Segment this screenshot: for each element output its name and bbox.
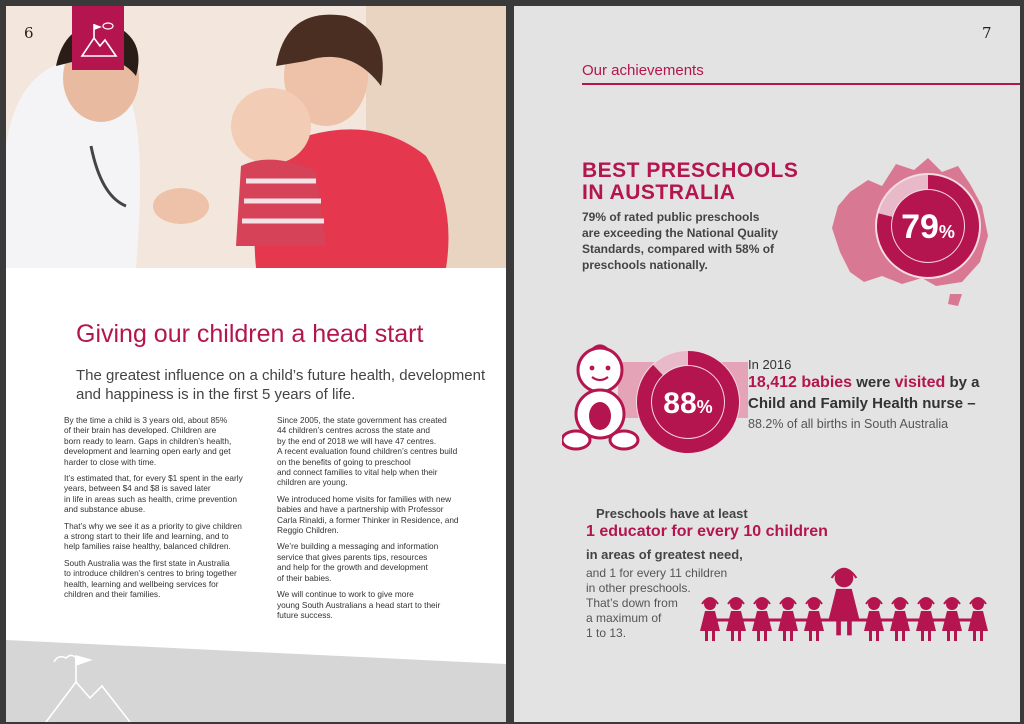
babies-stat-graphic — [562, 342, 752, 462]
preschools-stat-number: 79 — [901, 208, 939, 246]
heading-line: IN AUSTRALIA — [582, 181, 736, 204]
teacher-figure — [829, 569, 860, 636]
babies-stat-number: 88 — [663, 387, 697, 420]
paragraph: We introduced home visits for families with new babies and have a partnership with Professor Carla Rinaldi, a former Thinker in Residence, and Reggio Children. — [277, 493, 459, 536]
footer-band — [6, 622, 506, 722]
hero-photo — [6, 6, 506, 268]
educators-line-1: Preschools have at least — [596, 506, 748, 521]
babies-year: In 2016 — [748, 357, 792, 372]
babies-service: Child and Family Health nurse – — [748, 395, 976, 412]
paragraph: By the time a child is 3 years old, about 85% of their brain has developed. Children are born ready to learn. Gaps in children’s health, development and learning open early and get harder to close with time. — [64, 415, 232, 467]
babies-count-line — [748, 374, 979, 392]
paragraph: South Australia was the first state in Australia to introduce children’s centres to bring together health, learning and wellbeing services for children and their families. — [64, 557, 237, 600]
body-column-1 — [64, 415, 252, 606]
child-figure — [804, 598, 824, 641]
preschools-stat-unit: % — [938, 222, 955, 242]
right-page — [514, 6, 1020, 722]
paragraph: We’re building a messaging and information service that gives parents tips, resources and help for the growth and development of their babies. — [277, 541, 439, 583]
heading-line: BEST PRESCHOOLS — [582, 159, 799, 182]
page-headline: Giving our children a head start — [76, 320, 424, 348]
child-figure — [778, 598, 798, 641]
children-holding-hands-icon — [698, 558, 998, 658]
page-tag — [72, 6, 124, 70]
child-figure — [942, 598, 962, 641]
child-figure — [864, 598, 884, 641]
body-column-2 — [277, 415, 465, 626]
paragraph: Since 2005, the state government has created 44 children’s centres across the state and by the end of 2018 we will have 47 centres. A recent evaluation found children’s centres build on the benefits of going to preschool and connect families to vital help when their children are young. — [277, 415, 458, 488]
child-figure — [916, 598, 936, 641]
intro-paragraph: The greatest influence on a child’s future health, development and happiness is in the first 5 years of life. — [76, 367, 486, 403]
child-figure — [726, 598, 746, 641]
babies-by: by a — [945, 374, 980, 391]
child-figure — [700, 598, 720, 641]
section-title: Our achievements — [582, 62, 704, 79]
page-number: 6 — [24, 24, 34, 42]
paragraph: We will continue to work to give more young South Australians a head start to their future success. — [277, 589, 441, 620]
babies-stat-unit: % — [696, 397, 713, 417]
educators-line-3: in areas of greatest need, — [586, 547, 743, 562]
babies-count: 18,412 babies — [748, 374, 853, 391]
paragraph: It’s estimated that, for every $1 spent in the early years, between $4 and $8 is saved later in life in areas such as health, crime prevention and substance abuse. — [64, 473, 243, 515]
child-figure — [752, 598, 772, 641]
babies-were: were — [852, 374, 895, 391]
educators-detail: and 1 for every 11 children in other preschools. That’s down from a maximum of 1 to 13. — [586, 566, 728, 640]
title-divider — [582, 83, 1020, 85]
left-page — [6, 6, 506, 722]
child-figure — [890, 598, 910, 641]
page-number: 7 — [982, 24, 992, 42]
babies-share: 88.2% of all births in South Australia — [748, 417, 949, 431]
preschools-body: 79% of rated public preschools are exceeding the National Quality Standards, compared with 58% of preschools nationally. — [582, 210, 779, 272]
preschools-stat-graphic — [810, 144, 1000, 324]
paragraph: That’s why we see it as a priority to give children a strong start to their life and learning, and to help families raise healthy, balanced children. — [64, 520, 242, 552]
child-figure — [968, 598, 988, 641]
babies-visited: visited — [894, 374, 946, 391]
educators-ratio: 1 educator for every 10 children — [586, 523, 828, 540]
preschools-heading — [582, 160, 798, 204]
mountain-flag-icon — [72, 6, 124, 70]
